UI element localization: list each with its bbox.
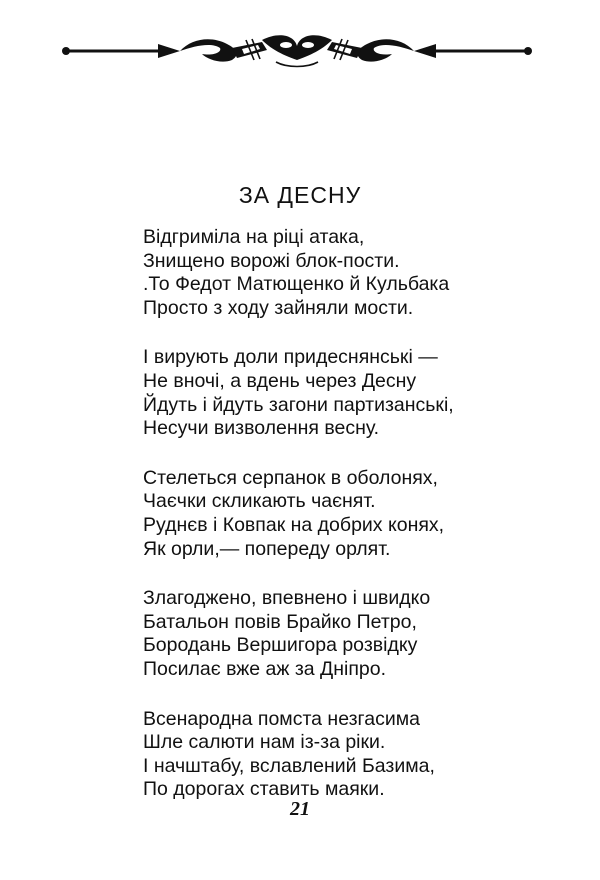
page-number: 21 <box>290 798 310 820</box>
stanza <box>143 467 563 561</box>
stanza <box>143 346 563 440</box>
poem-line: Бородань Вершигора розвідку <box>143 634 418 657</box>
poem-line: .То Федот Матющенко й Кульбака <box>143 273 450 296</box>
poem-line: Злагоджено, впевнено і швидко <box>143 587 431 610</box>
poem-line: Стелеться серпанок в оболонях, <box>143 466 438 489</box>
poem-title: ЗА ДЕСНУ <box>238 182 362 208</box>
poem-line: І вирують доли придеснянські — <box>143 346 438 369</box>
poem-line: Як орли,— попереду орлят. <box>143 537 391 560</box>
poem-line: Знищено ворожі блок-пости. <box>143 249 400 272</box>
poem-line: Не вночі, а вдень через Десну <box>143 369 417 392</box>
poem-line: Батальон повів Брайко Петро, <box>143 610 417 633</box>
poem-line: Несучи визволення весну. <box>143 417 380 440</box>
stanza <box>143 708 563 802</box>
poem-body <box>143 226 563 828</box>
poem-line: Чаєчки скликають чаєнят. <box>143 490 376 513</box>
poem-line: Всенародна помста незгасима <box>143 707 420 730</box>
poem-line: Посилає вже аж за Дніпро. <box>143 657 387 680</box>
poem-line: Просто з ходу зайняли мости. <box>143 296 414 319</box>
stanza <box>143 226 563 320</box>
headpiece-ornament-icon <box>62 30 532 70</box>
poem-line: Йдуть і йдуть загони партизанські, <box>143 393 454 416</box>
poem-line: Руднєв і Ковпак на добрих конях, <box>143 513 445 536</box>
poem-line: По дорогах ставить маяки. <box>143 778 385 801</box>
poem-line: Відгриміла на ріці атака, <box>143 226 365 248</box>
poem-line: Шле салюти нам із-за ріки. <box>143 731 386 754</box>
poem-line: І начштабу, вславлений Базима, <box>143 754 435 777</box>
stanza <box>143 587 563 681</box>
